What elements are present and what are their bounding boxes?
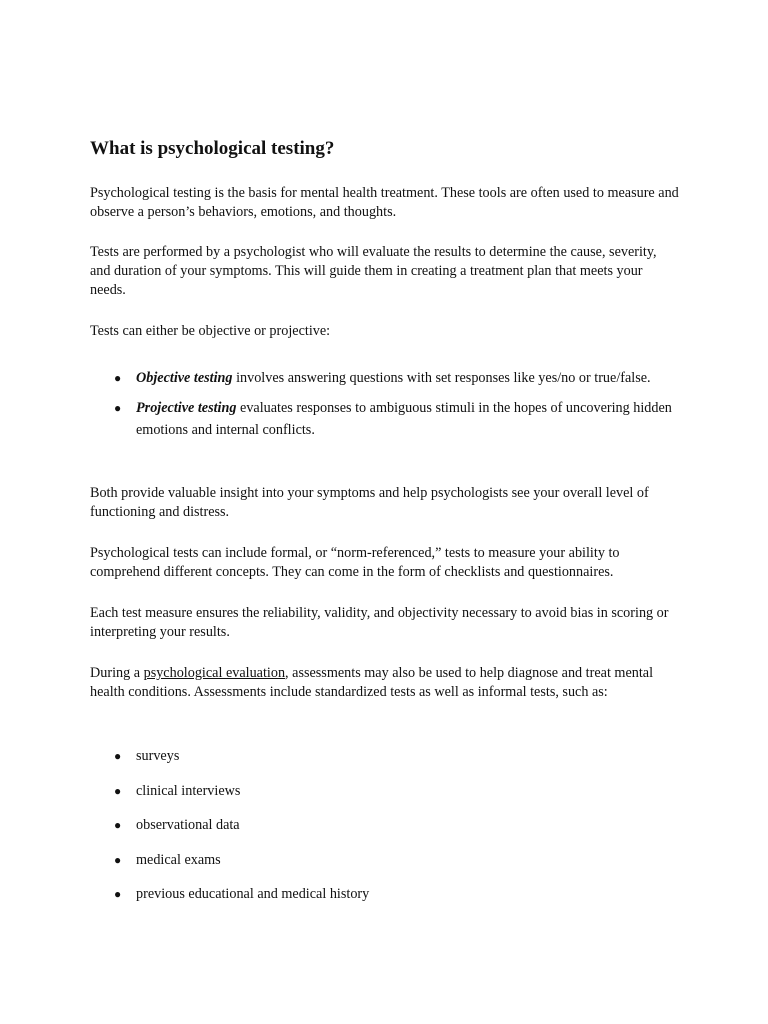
paragraph-evaluation — [90, 664, 680, 702]
bullet-icon: ● — [114, 783, 122, 798]
list-item-objective — [90, 367, 680, 389]
term-objective: Objective testing — [136, 370, 233, 386]
test-types-list — [90, 367, 680, 449]
term-projective: Projective testing — [136, 400, 237, 416]
paragraph-test-kinds: Tests can either be objective or projective: — [90, 323, 331, 339]
assessment-label: observational data — [136, 817, 240, 833]
page-title: What is psychological testing? — [90, 138, 335, 159]
assessment-label: surveys — [136, 748, 180, 764]
bullet-icon: ● — [114, 401, 122, 415]
psychological-evaluation-link[interactable]: psychological evaluation — [143, 665, 286, 681]
bullet-icon: ● — [114, 887, 122, 901]
paragraph-insight: Both provide valuable insight into your symptoms and help psychologists see your overall level of functioning and distress. — [90, 485, 649, 520]
assessment-label: medical exams — [136, 851, 221, 868]
list-item — [90, 851, 680, 870]
description-projective: evaluates responses to ambiguous stimuli in the hopes of uncovering hidden emotions and internal conflicts. — [136, 400, 672, 438]
paragraph-reliability: Each test measure ensures the reliability, validity, and objectivity necessary to avoid bias in scoring or interpreting your results. — [90, 605, 669, 640]
evaluation-text-after: , assessments may also be used to help diagnose and treat mental health conditions. Assessments include standardized tests as well as informal tests, such as: — [90, 665, 654, 700]
evaluation-text-before: During a — [90, 665, 144, 681]
list-item-projective — [90, 397, 680, 441]
bullet-icon: ● — [114, 852, 122, 867]
bullet-icon: ● — [114, 371, 122, 385]
assessment-label: clinical interviews — [136, 782, 241, 799]
list-item — [90, 816, 680, 835]
bullet-icon: ● — [114, 749, 122, 763]
bullet-icon: ● — [114, 818, 122, 832]
assessment-label: previous educational and medical history — [136, 886, 370, 902]
list-item — [90, 747, 680, 766]
paragraph-formal-tests: Psychological tests can include formal, or “norm-referenced,” tests to measure your ability to comprehend different concepts. They can come in the form of checklists and questionnaires. — [90, 545, 620, 580]
description-objective: involves answering questions with set responses like yes/no or true/false. — [232, 370, 651, 386]
paragraph-tests-performed: Tests are performed by a psychologist who will evaluate the results to determine the cause, severity, and duration of your symptoms. This will guide them in creating a treatment plan that meets your needs. — [90, 244, 657, 298]
list-item — [90, 885, 680, 904]
list-item — [90, 782, 680, 801]
paragraph-intro: Psychological testing is the basis for mental health treatment. These tools are often used to measure and observe a person’s behaviors, emotions, and thoughts. — [90, 185, 679, 220]
assessments-list — [90, 747, 680, 920]
